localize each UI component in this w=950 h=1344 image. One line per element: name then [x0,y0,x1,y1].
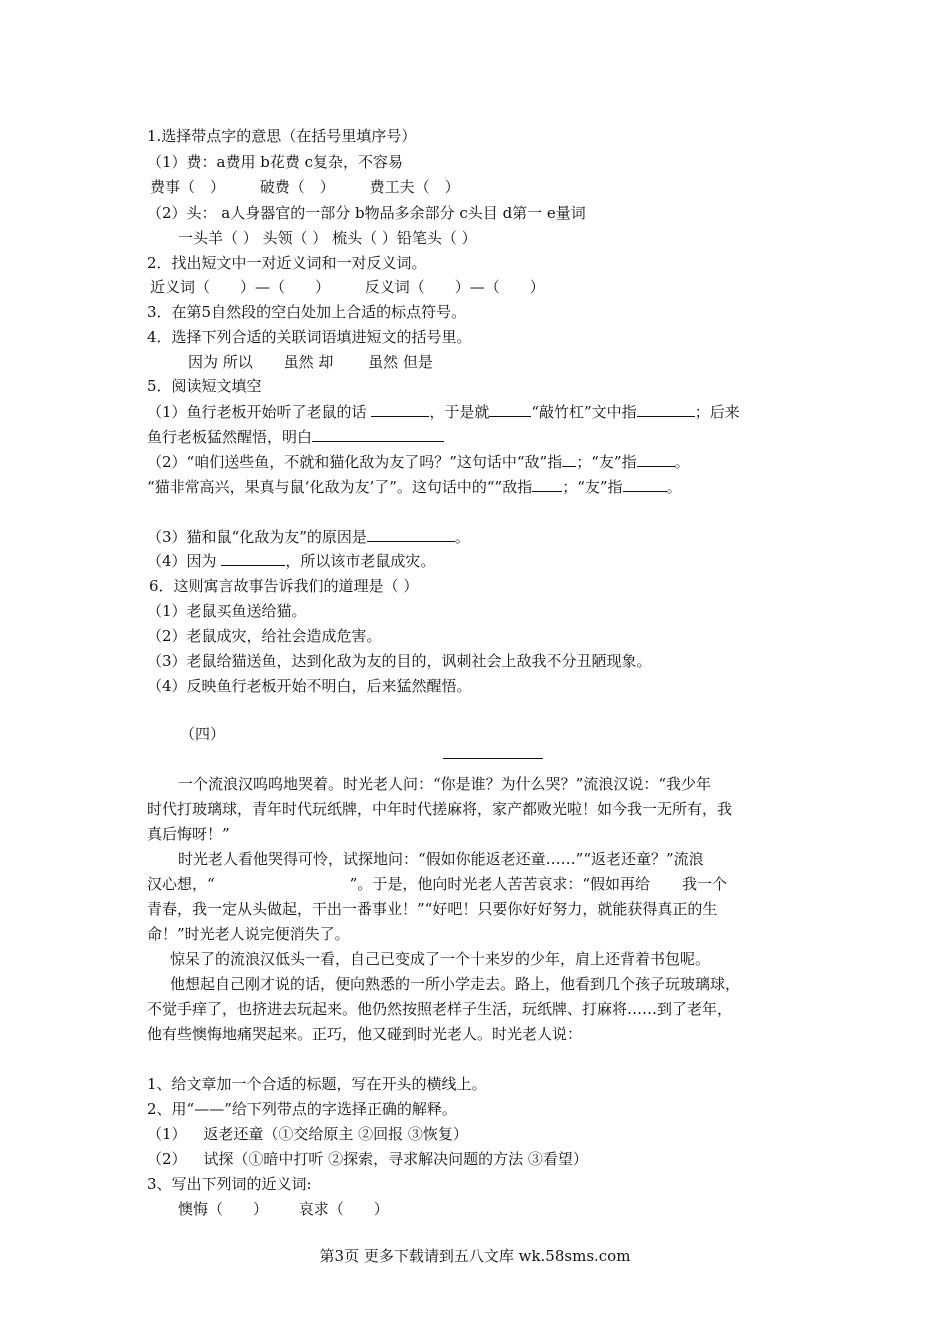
para-line-2: 时代打玻璃球，青年时代玩纸牌，中年时代搓麻将，家产都败光啦！如今我一无所有，我 [147,800,733,818]
p4-q2-item-1 [147,1124,830,1144]
para-line-6: 青春，我一定从头做起，干出一番事业！”“好吧！只要你好好努力，就能获得真正的生 [147,900,718,918]
section-heading: （四） [180,725,226,743]
q5-s3-text-a: （3）猫和鼠“化敌为友”的原因是 [147,528,367,546]
q5-sentence-3 [147,526,830,547]
para-line-8: 惊呆了的流浪汉低头一看，自己已变成了一个十来岁的少年，肩上还背着书包呢。 [170,950,711,968]
p4-q2-item-2-num: （2） [147,1150,187,1168]
q6-option-3: （3）老鼠给猫送鱼，达到化敌为友的目的，讽刺社会上敌我不分丑陋现象。 [147,652,652,670]
synonym-pair: 近义词（ ）—（ ） [150,278,331,296]
q6-option-4: （4）反映鱼行老板开始不明白，后来猛然醒悟。 [147,677,472,695]
q4-title: 4．选择下列合适的关联词语填进短文的括号里。 [147,328,472,346]
q5-title: 5．阅读短文填空 [147,377,262,395]
p4-q2-item-1-num: （1） [147,1125,187,1143]
q5-s2-blank-3[interactable] [532,476,562,492]
page-footer: 第3页 更多下载请到五八文库 wk.58sms.com [319,1247,631,1265]
para-line-5-start: 汉心想，“ [147,875,215,893]
fei-word-1: 费事（ ） [150,178,226,196]
q5-s1-text-d: ；后来 [694,403,740,421]
q4-option-3: 虽然 但是 [368,353,433,371]
q5-s2-blank-1[interactable] [562,451,576,467]
q5-s1-blank-4[interactable] [312,426,444,442]
para-line-5-mid: ”。于是，他向时光老人苦苦哀求：“假如再给 [349,875,651,893]
q5-s4-text-b: ，所以该市老鼠成灾。 [285,552,436,570]
p4-q3-word-1: 懊悔（ ） [178,1200,269,1218]
p4-q3: 3、写出下列词的近义词: [147,1175,312,1193]
q5-s1-blank-3[interactable] [637,401,695,417]
p4-q3-words [178,1199,830,1219]
para-line-7: 命！”时光老人说完便消失了。 [147,925,350,943]
q5-s2-text-b: ；“友”指 [576,453,637,471]
antonym-pair: 反义词（ ）—（ ） [364,278,545,296]
p4-q2: 2、用“——”给下列带点的字选择正确的解释。 [147,1100,457,1118]
q2-title: 2．找出短文中一对近义词和一对反义词。 [147,254,427,272]
q5-s2-text-f: 。 [666,478,682,496]
q4-option-2: 虽然 却 [283,353,334,371]
q5-s1-text-b: ，于是就 [429,403,490,421]
p4-q1: 1、给文章加一个合适的标题，写在开头的横线上。 [147,1075,487,1093]
fei-word-2: 破费（ ） [259,178,335,196]
q1-tou-words: 一头羊（ ） 头领（ ） 梳头（ ）铅笔头（ ） [178,229,477,247]
title-blank-line[interactable] [443,758,543,759]
para-line-3: 真后悔呀！” [147,825,230,843]
q5-sentence-2-cont [147,476,830,497]
q5-s2-text-c: 。 [674,453,690,471]
q1-fei-words [147,177,830,197]
q5-s4-blank[interactable] [221,550,285,566]
q5-s4-text-a: （4）因为 [147,552,217,570]
q5-s1-text-c: “敲竹杠”文中指 [531,403,637,421]
q5-sentence-1 [147,401,830,422]
q5-sentence-2 [147,451,830,472]
q4-options [188,352,830,372]
q5-sentence-1-cont [147,426,830,447]
q5-s1-blank-1[interactable] [371,401,429,417]
q5-s2-blank-2[interactable] [637,451,675,467]
q1-title: 1.选择带点字的意思（在括号里填序号） [147,127,417,145]
para-line-11: 他有些懊悔地痛哭起来。正巧，他又碰到时光老人。时光老人说： [147,1025,583,1043]
p4-q2-item-2 [147,1149,830,1169]
q5-s2-text-a: （2）“咱们送些鱼，不就和猫化敌为友了吗？”这句话中“敌”指 [147,453,563,471]
p4-q3-word-2: 哀求（ ） [298,1200,389,1218]
para-line-1: 一个流浪汉呜呜地哭着。时光老人问：“你是谁？为什么哭？”流浪汉说：“我少年 [178,775,712,793]
q3-title: 3．在第5自然段的空白处加上合适的标点符号。 [147,303,467,321]
q5-s2-blank-4[interactable] [623,476,667,492]
para-line-10: 不觉手痒了，也挤进去玩起来。他仍然按照老样子生活，玩纸牌、打麻将……到了老年， [147,1000,733,1018]
q4-option-1: 因为 所以 [188,353,253,371]
q6-option-2: （2）老鼠成灾，给社会造成危害。 [147,627,382,645]
q1-tou-definitions: （2）头： a人身器官的一部分 b物品多余部分 c头目 d第一 e量词 [147,204,586,222]
q6-title: 6．这则寓言故事告诉我们的道理是（ ） [149,577,419,595]
q1-fei-definitions: （1）费：a费用 b花费 c复杂，不容易 [147,153,404,171]
para-line-9: 他想起自己刚才说的话，便向熟悉的一所小学走去。路上，他看到几个孩子玩玻璃球， [170,975,741,993]
q5-s1-text-e: 鱼行老板猛然醒悟，明白 [147,428,313,446]
q5-s3-blank[interactable] [367,526,455,542]
para-line-5 [147,874,830,894]
q2-answers [147,277,830,297]
p4-q2-item-2-text: 试探（①暗中打听 ②探索，寻求解决问题的方法 ③看望） [203,1150,588,1168]
q6-option-1: （1）老鼠买鱼送给猫。 [147,602,307,620]
q5-s3-text-b: 。 [454,528,470,546]
p4-q2-item-1-text: 返老还童（①交给原主 ②回报 ③恢复） [203,1125,468,1143]
para-line-4: 时光老人看他哭得可怜，试探地问：“假如你能返老还童……”“返老还童？”流浪 [178,850,704,868]
q5-s1-blank-2[interactable] [489,401,531,417]
q5-s1-text-a: （1）鱼行老板开始听了老鼠的话 [147,403,367,421]
fei-word-3: 费工夫（ ） [369,178,460,196]
q5-s2-text-d: “猫非常高兴，果真与鼠‘化敌为友’了”。这句话中的“”敌指 [147,478,533,496]
q5-s2-text-e: ；“友”指 [562,478,623,496]
para-line-5-end: 我一个 [682,875,728,893]
q5-sentence-4 [147,550,830,571]
